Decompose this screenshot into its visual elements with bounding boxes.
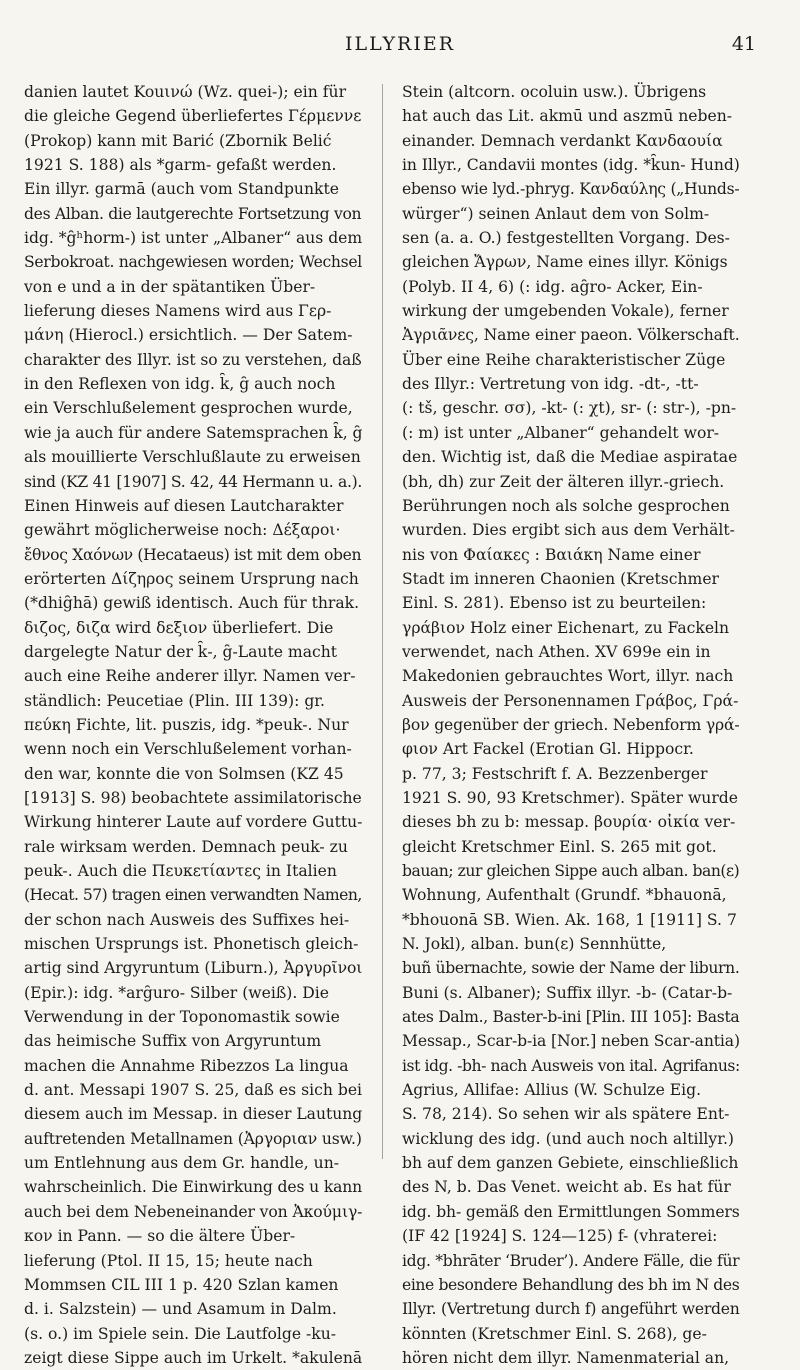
text-line: φιον Art Fackel (Erotian Gl. Hippocr. <box>402 740 694 759</box>
text-line: artig sind Argyruntum (Liburn.), Ἀργυρῖνοι <box>24 959 362 978</box>
text-line: Stein (altcorn. ocoluin usw.). Übrigens <box>402 83 707 101</box>
text-line: wirkung der umgebenden Vokale), ferner <box>402 302 729 321</box>
text-line: könnten (Kretschmer Einl. S. 268), ge- <box>402 1324 707 1343</box>
text-line: auch bei dem Nebeneinander von Ἀκούμιγ- <box>24 1202 362 1221</box>
text-line: gleicht Kretschmer Einl. S. 265 mit got. <box>402 837 717 856</box>
page-number: 41 <box>731 33 756 55</box>
text-line: bh auf dem ganzen Gebiete, einschließlich <box>402 1154 739 1173</box>
text-line: (bh, dh) zur Zeit der älteren illyr.-griech. <box>402 472 725 491</box>
text-line: 1921 S. 90, 93 Kretschmer). Später wurde <box>402 788 739 807</box>
text-line: nis von Φαίακες : Βαιάκη Name einer <box>402 545 701 564</box>
text-line: verwendet, nach Athen. XV 699e ein in <box>402 642 711 661</box>
text-line: βον gegenüber der griech. Nebenform γρά- <box>402 715 740 734</box>
text-line: buñ übernachte, sowie der Name der liburn. <box>402 959 740 978</box>
text-line: den. Wichtig ist, daß die Mediae aspiratae <box>402 448 738 467</box>
text-line: (Hecat. 57) tragen einen verwandten Namen, <box>24 886 362 905</box>
text-line: dargelegte Natur der k̑-, g̑-Laute macht <box>24 642 338 661</box>
text-line: d. ant. Messapi 1907 S. 25, daß es sich bei <box>24 1081 362 1100</box>
text-line: von e und a in der spätantiken Über- <box>24 277 316 296</box>
text-line: eine besondere Behandlung des bh im N des <box>402 1275 740 1294</box>
text-line: (: tš, geschr. σσ), -kt- (: χt), sr- (: str-), -pn- <box>402 399 737 418</box>
text-line: Berührungen noch als solche gesprochen <box>402 496 730 515</box>
text-line: ates Dalm., Baster-b-ini [Plin. III 105]: Basta <box>402 1008 740 1027</box>
running-title: ILLYRIER <box>344 33 456 55</box>
text-line: διζος, διζα wird δεξιον überliefert. Die <box>24 618 334 637</box>
text-line: in den Reflexen von idg. k̑, g̑ auch noch <box>24 375 336 394</box>
text-line: [1913] S. 98) beobachtete assimilatorische <box>24 788 362 807</box>
text-line: Verwendung in der Toponomastik sowie <box>24 1008 340 1027</box>
text-line: hören nicht dem illyr. Namenmaterial an, <box>402 1348 730 1367</box>
text-line: *bhouonā SB. Wien. Ak. 168, 1 [1911] S. 7 <box>402 910 737 929</box>
text-line: πεύκη Fichte, lit. puszis, idg. *peuk-. Nur <box>24 715 349 734</box>
text-line: Agrius, Allifae: Allius (W. Schulze Eig. <box>402 1081 702 1100</box>
text-line: bauan; zur gleichen Sippe auch alban. ban(ε) <box>402 862 740 880</box>
text-line: ständlich: Peucetiae (Plin. III 139): gr. <box>24 691 325 710</box>
text-line: sen (a. a. O.) festgestellten Vorgang. Des- <box>402 229 730 248</box>
text-line: (*dhig̑hā) gewiß identisch. Auch für thrak. <box>24 594 360 613</box>
text-line: diesem auch im Messap. in dieser Lautung <box>24 1105 362 1124</box>
text-line: ist idg. -bh- nach Ausweis von ital. Agrifanus: <box>402 1056 740 1075</box>
text-line: einander. Demnach verdankt Κανδαουία <box>402 131 723 150</box>
page-header <box>0 33 800 63</box>
text-line: mischen Ursprungs ist. Phonetisch gleich- <box>24 935 359 954</box>
text-line: dieses bh zu b: messap. βουρία· οἰκία ver- <box>402 813 736 832</box>
text-line: hat auch das Lit. akmū und aszmū neben- <box>402 107 733 126</box>
text-line: idg. bh- gemäß den Ermittlungen Sommers <box>402 1202 740 1221</box>
text-line: Wirkung hinterer Laute auf vordere Guttu- <box>24 813 362 832</box>
text-line: wie ja auch für andere Satemsprachen k̑, g̑ <box>24 423 362 442</box>
text-line: die gleiche Gegend überliefertes Γέρμεννε <box>24 107 362 126</box>
text-line: idg. *bhrāter ‘Bruder’). Andere Fälle, die für <box>402 1251 740 1270</box>
text-line: (Epir.): idg. *arg̑uro- Silber (weiß). Die <box>24 983 329 1002</box>
text-line: (Polyb. II 4, 6) (: idg. ag̑ro- Acker, Ein- <box>402 277 703 296</box>
text-line: gleichen Ἄγρων, Name eines illyr. Königs <box>402 253 728 272</box>
text-line: zeigt diese Sippe auch im Urkelt. *akulenā <box>24 1348 362 1367</box>
text-line: Wohnung, Aufenthalt (Grundf. *bhauonā, <box>402 886 727 905</box>
text-line: Serbokroat. nachgewiesen worden; Wechsel <box>24 253 362 272</box>
column-divider <box>382 84 383 1159</box>
text-line: der schon nach Ausweis des Suffixes hei- <box>24 910 350 929</box>
text-line: des Alban. die lautgerechte Fortsetzung von <box>24 204 362 223</box>
text-line: κον in Pann. — so die ältere Über- <box>24 1227 296 1246</box>
text-line: des N, b. Das Venet. weicht ab. Es hat für <box>402 1178 731 1197</box>
text-line: Messap., Scar-b-ia [Nor.] neben Scar-antia) <box>402 1032 740 1051</box>
text-line: danien lautet Kouινώ (Wz. quei-); ein für <box>24 83 347 101</box>
text-line: erörterten Δίζηρος seinem Ursprung nach <box>24 569 359 588</box>
text-line: (IF 42 [1924] S. 124—125) f- (vhraterei: <box>402 1227 718 1246</box>
right-text-column <box>402 80 740 1370</box>
text-line: lieferung (Ptol. II 15, 15; heute nach <box>24 1251 313 1270</box>
text-line: (: m) ist unter „Albaner“ gehandelt wor- <box>402 423 720 442</box>
text-line: rale wirksam werden. Demnach peuk- zu <box>24 837 348 856</box>
text-line: gewährt möglicherweise noch: Δέξαροι· <box>24 521 341 540</box>
text-line: Einen Hinweis auf diesen Lautcharakter <box>24 496 344 515</box>
text-line: μάνη (Hierocl.) ersichtlich. — Der Satem- <box>24 326 353 345</box>
text-line: idg. *g̑ʰhorm-) ist unter „Albaner“ aus dem <box>24 229 362 248</box>
text-line: peuk-. Auch die Πευκετίαντες in Italien <box>24 862 337 880</box>
text-line: lieferung dieses Namens wird aus Γερ- <box>24 302 332 321</box>
text-line: um Entlehnung aus dem Gr. handle, un- <box>24 1154 340 1173</box>
text-line: Über eine Reihe charakteristischer Züge <box>402 350 726 369</box>
text-line: wicklung des idg. (und auch noch altillyr.) <box>402 1129 735 1148</box>
text-line: Ein illyr. garmā (auch vom Standpunkte <box>24 180 339 199</box>
text-line: auch eine Reihe anderer illyr. Namen ver- <box>24 667 356 686</box>
text-line: Ausweis der Personennamen Γράβος, Γρά- <box>402 691 739 710</box>
text-line: d. i. Salzstein) — und Asamum in Dalm. <box>24 1300 337 1319</box>
text-line: (Prokop) kann mit Barić (Zbornik Belić <box>24 131 332 150</box>
text-line: als mouillierte Verschlußlaute zu erweisen <box>24 448 361 467</box>
text-line: ein Verschlußelement gesprochen wurde, <box>24 399 353 418</box>
text-line: des Illyr.: Vertretung von idg. -dt-, -tt- <box>402 375 699 394</box>
text-line: ebenso wie lyd.-phryg. Κανδαύλης („Hunds- <box>402 180 740 199</box>
text-line: Mommsen CIL III 1 p. 420 Szlan kamen <box>24 1275 339 1294</box>
text-line: sind (KZ 41 [1907] S. 42, 44 Hermann u. a.). <box>24 472 362 491</box>
text-line: γράβιον Holz einer Eichenart, zu Fackeln <box>402 618 730 637</box>
text-line: Illyr. (Vertretung durch f) angeführt werden <box>402 1300 740 1319</box>
text-line: wenn noch ein Verschlußelement vorhan- <box>24 740 352 759</box>
text-line: ἔθνος Χαόνων (Hecataeus) ist mit dem oben <box>24 545 362 564</box>
text-line: Buni (s. Albaner); Suffix illyr. -b- (Catar-b- <box>402 983 733 1002</box>
text-line: machen die Annahme Ribezzos La lingua <box>24 1056 349 1075</box>
text-line: in Illyr., Candavii montes (idg. *k̑un- Hund) <box>402 156 740 175</box>
text-line: den war, konnte die von Solmsen (KZ 45 <box>24 764 344 783</box>
text-line: S. 78, 214). So sehen wir als spätere Ent- <box>402 1105 730 1124</box>
text-line: wahrscheinlich. Die Einwirkung des u kann <box>24 1178 362 1197</box>
text-line: Makedonien gebrauchtes Wort, illyr. nach <box>402 667 734 686</box>
text-line: das heimische Suffix von Argyruntum <box>24 1032 322 1051</box>
text-line: würger“) seinen Anlaut dem von Solm- <box>402 204 710 223</box>
text-line: (s. o.) im Spiele sein. Die Lautfolge -ku- <box>24 1324 337 1343</box>
text-line: auftretenden Metallnamen (Ἀργοριαν usw.) <box>24 1129 362 1148</box>
text-line: Einl. S. 281). Ebenso ist zu beurteilen: <box>402 594 707 613</box>
left-text-column <box>24 80 362 1370</box>
text-line: 1921 S. 188) als *garm- gefaßt werden. <box>24 156 337 175</box>
text-line: Ἀγριᾶνες, Name einer paeon. Völkerschaft. <box>402 326 740 345</box>
text-line: p. 77, 3; Festschrift f. A. Bezzenberger <box>402 764 708 783</box>
text-line: Stadt im inneren Chaonien (Kretschmer <box>402 569 720 588</box>
text-line: wurden. Dies ergibt sich aus dem Verhält- <box>402 521 735 540</box>
text-line: charakter des Illyr. ist so zu verstehen, daß <box>24 350 362 369</box>
text-line: N. Jokl), alban. bun(ε) Sennhütte, <box>402 935 667 954</box>
